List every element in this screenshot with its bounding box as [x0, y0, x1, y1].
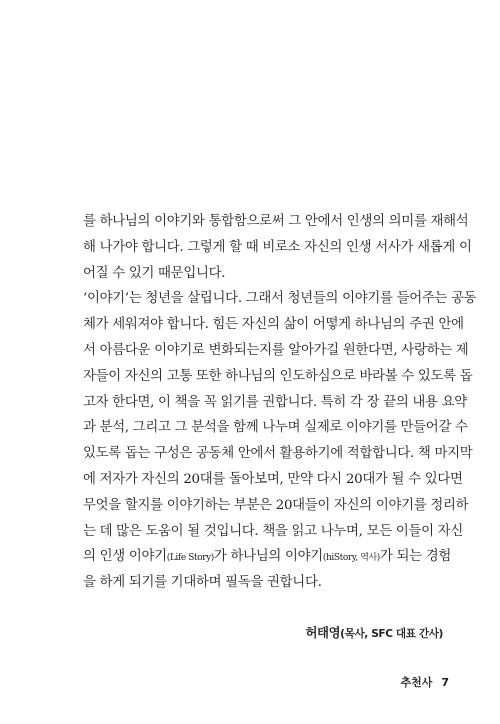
section-label: 추천사 [400, 676, 433, 689]
text-line: 과 분석, 그리고 그 분석을 함께 나누며 실제로 이야기를 만들어갈 수 [83, 420, 468, 436]
text-segment: 가 하나님의 이야기 [213, 549, 323, 565]
text-line: 을 하게 되기를 기대하며 필독을 권합니다. [83, 575, 322, 591]
author-title: (목사, SFC 대표 간사) [340, 628, 443, 640]
text-line: 자들이 자신의 고통 또한 하나님의 인도하심으로 바라볼 수 있도록 돕 [83, 368, 473, 384]
text-segment: 의 인생 이야기 [83, 549, 167, 565]
text-line: 어질 수 있기 때문입니다. [83, 265, 226, 281]
english-annotation: (hiStory, 역사) [322, 553, 380, 564]
author-signature [305, 623, 443, 641]
text-line: ‘이야기’는 청년을 살립니다. 그래서 청년들의 이야기를 들어주는 공동 [83, 291, 477, 307]
text-line: 서 아름다운 이야기로 변화되는지를 알아가길 원한다면, 사랑하는 제 [83, 342, 469, 358]
page-footer [400, 674, 449, 690]
text-segment: 가 되는 경험 [379, 549, 452, 565]
text-line: 체가 세워져야 합니다. 힘든 자신의 삶이 어떻게 하나님의 주권 안에 [83, 317, 464, 333]
page-number: 7 [441, 676, 449, 689]
text-line: 무엇을 할지를 이야기하는 부분은 20대들이 자신의 이야기를 정리하 [83, 497, 469, 513]
text-line-mixed [83, 544, 452, 570]
english-annotation: (Life Story) [166, 553, 214, 564]
body-text [83, 209, 477, 596]
text-line: 에 저자가 자신의 20대를 돌아보며, 만약 다시 20대가 될 수 있다면 [83, 471, 463, 487]
text-line: 는 데 많은 도움이 될 것입니다. 책을 읽고 나누며, 모든 이들이 자신 [83, 523, 463, 539]
text-line: 있도록 돕는 구성은 공동체 안에서 활용하기에 적합합니다. 책 마지막 [83, 446, 473, 462]
text-line: 고자 한다면, 이 책을 꼭 읽기를 권합니다. 특히 각 장 끝의 내용 요약 [83, 394, 467, 410]
text-line: 해 나가야 합니다. 그렇게 할 때 비로소 자신의 인생 서사가 새롭게 이 [83, 239, 472, 255]
author-name: 허태영 [305, 625, 341, 640]
text-line: 를 하나님의 이야기와 통합함으로써 그 안에서 인생의 의미를 재해석 [83, 214, 469, 229]
